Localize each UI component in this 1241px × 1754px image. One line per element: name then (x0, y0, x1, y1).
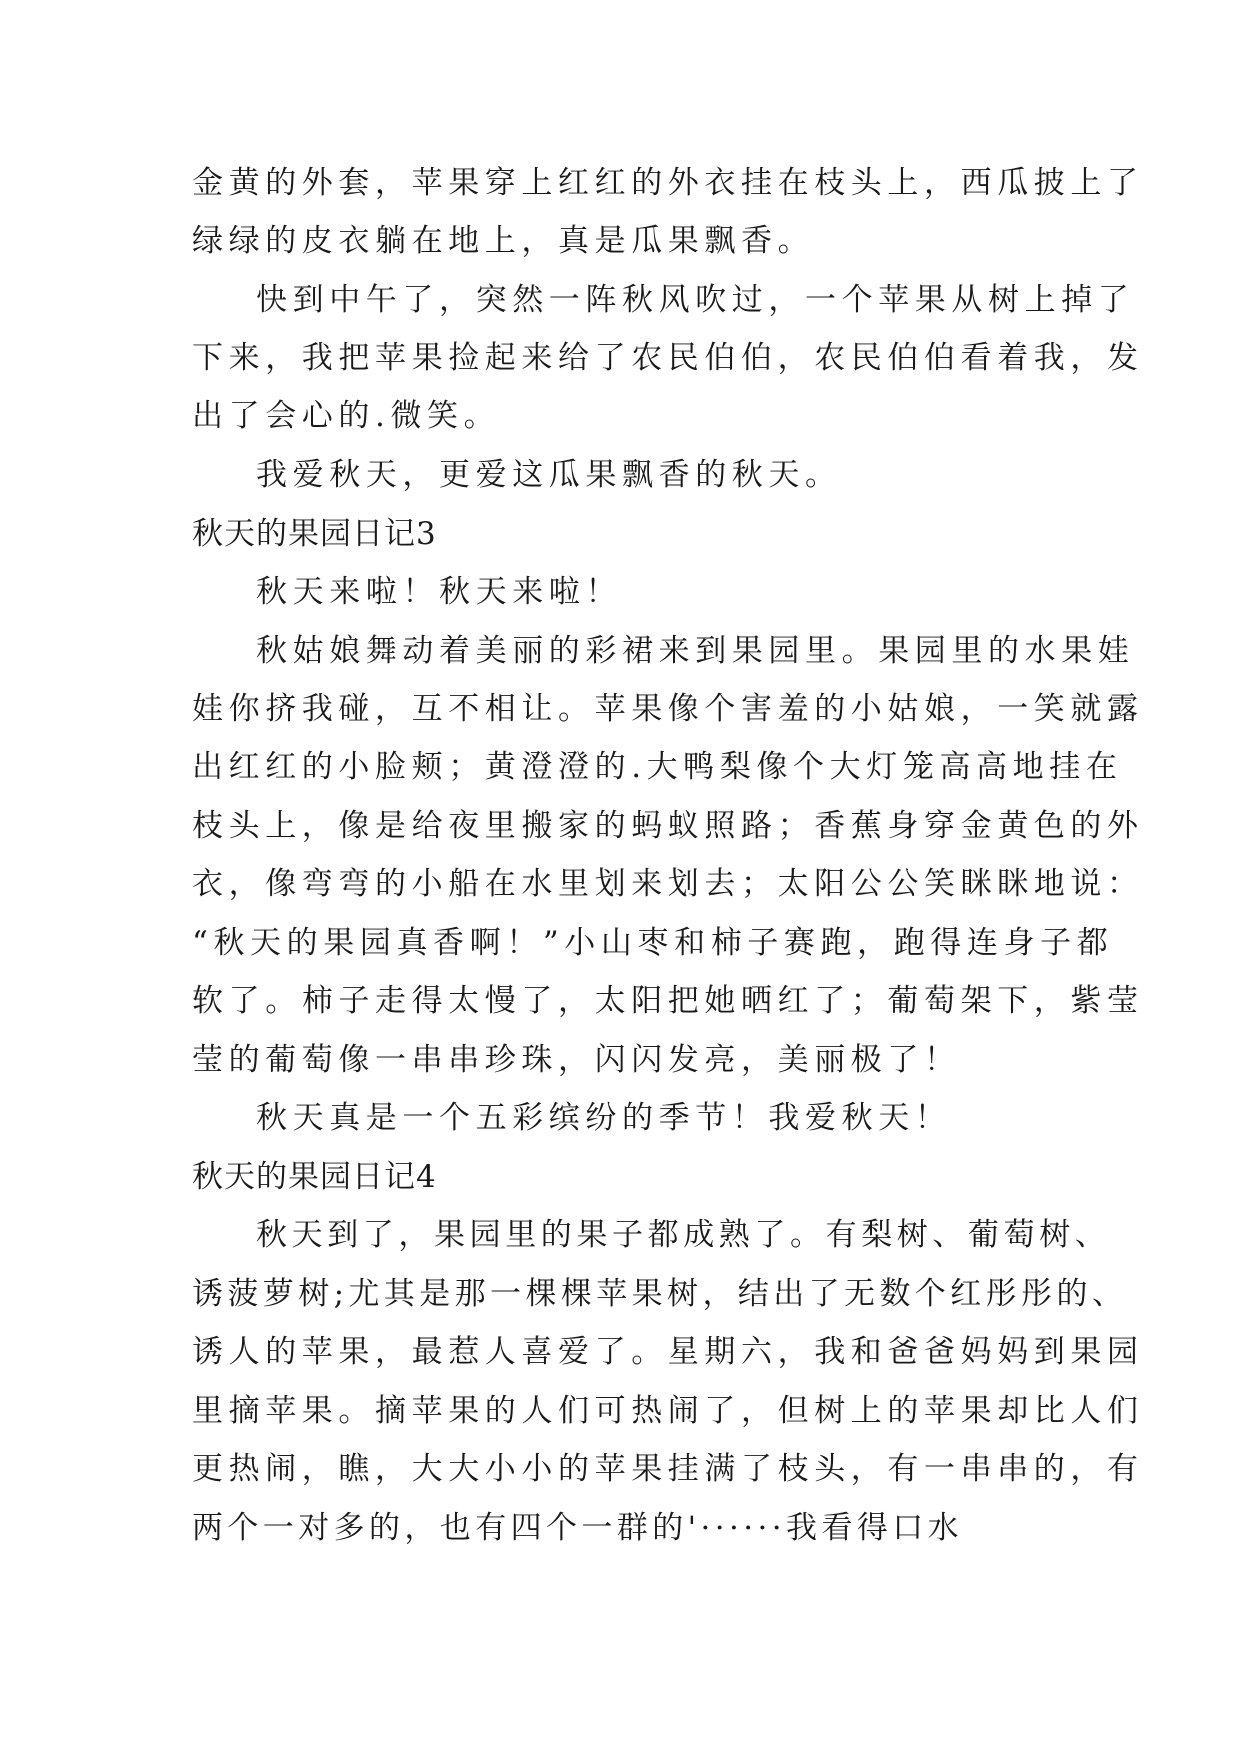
paragraph-line: 我爱秋天，更爱这瓜果飘香的秋天。 (256, 457, 842, 493)
paragraph-line: 出红红的小脸颊；黄澄澄的.大鸭梨像个大灯笼高高地挂在 (192, 749, 1123, 785)
paragraph-line: 娃你挤我碰，互不相让。苹果像个害羞的小姑娘，一笑就露 (192, 691, 1144, 727)
paragraph-line: 秋天真是一个五彩缤纷的季节！我爱秋天！ (256, 1100, 952, 1136)
paragraph-line: 快到中午了，突然一阵秋风吹过，一个苹果从树上掉了 (256, 282, 1135, 318)
paragraph-line: 诱人的苹果，最惹人喜爱了。星期六，我和爸爸妈妈到果园 (192, 1334, 1144, 1370)
paragraph-line: “秋天的果园真香啊！”小山枣和柿子赛跑，跑得连身子都 (192, 925, 1114, 961)
paragraph-line: 秋天来啦！秋天来啦！ (256, 574, 622, 610)
section-heading: 秋天的果园日记4 (192, 1159, 437, 1195)
paragraph-line: 下来，我把苹果捡起来给了农民伯伯，农民伯伯看着我，发 (192, 340, 1144, 376)
paragraph-line: 更热闹，瞧，大大小小的苹果挂满了枝头，有一串串的，有 (192, 1451, 1144, 1487)
paragraph-line: 里摘苹果。摘苹果的人们可热闹了，但树上的苹果却比人们 (192, 1393, 1144, 1429)
paragraph-line: 衣，像弯弯的小船在水里划来划去；太阳公公笑眯眯地说： (192, 866, 1144, 902)
section-heading: 秋天的果园日记3 (192, 516, 437, 552)
paragraph-line: 出了会心的.微笑。 (192, 398, 501, 434)
paragraph-line: 莹的葡萄像一串串珍珠，闪闪发亮，美丽极了！ (192, 1042, 961, 1078)
paragraph-line: 两个一对多的，也有四个一群的'······我看得口水 (192, 1510, 964, 1546)
paragraph-line: 软了。柿子走得太慢了，太阳把她晒红了；葡萄架下，紫莹 (192, 983, 1144, 1019)
paragraph-line: 秋天到了，果园里的果子都成熟了。有梨树、葡萄树、 (256, 1217, 1111, 1253)
paragraph-line: 金黄的外套，苹果穿上红红的外衣挂在枝头上，西瓜披上了 (192, 165, 1144, 201)
paragraph-line: 诱菠萝树;尤其是那一棵棵苹果树，结出了无数个红彤彤的、 (192, 1276, 1128, 1312)
paragraph-line: 绿绿的皮衣躺在地上，真是瓜果飘香。 (192, 223, 815, 259)
paragraph-line: 秋姑娘舞动着美丽的彩裙来到果园里。果园里的水果娃 (256, 633, 1135, 669)
paragraph-line: 枝头上，像是给夜里搬家的蚂蚁照路；香蕉身穿金黄色的外 (192, 808, 1144, 844)
